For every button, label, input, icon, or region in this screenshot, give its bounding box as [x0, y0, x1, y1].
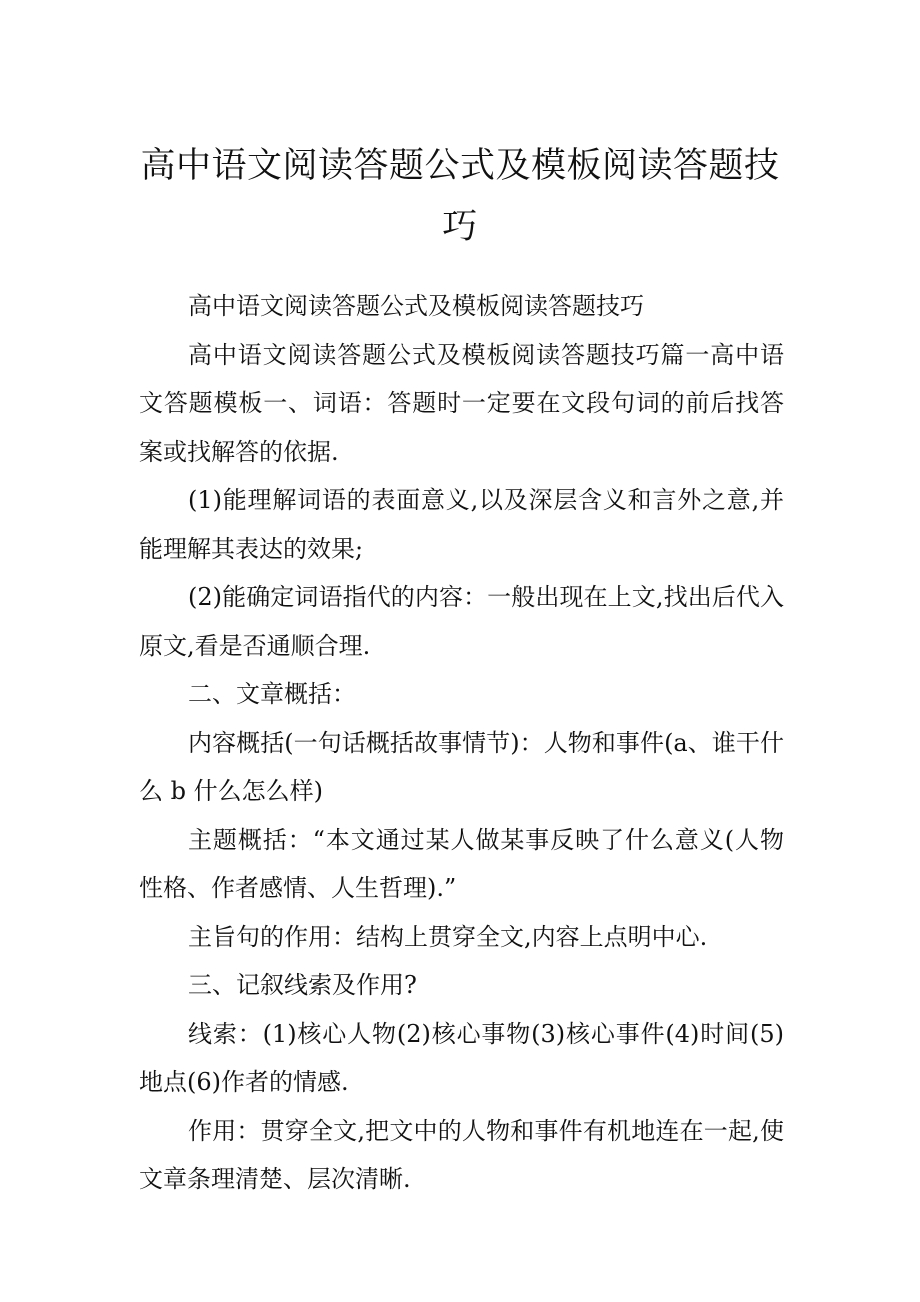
- document-body: [139, 282, 784, 1204]
- paragraph-main-sentence-function: 主旨句的作用：结构上贯穿全文,内容上点明中心.: [188, 922, 708, 951]
- paragraph-theme-summary: 主题概括：“本文通过某人做某事反映了什么意义(人物性格、作者感情、人生哲理).”: [139, 825, 784, 902]
- paragraph-clue-function: 作用：贯穿全文,把文中的人物和事件有机地连在一起,使文章条理清楚、层次清晰.: [139, 1116, 784, 1193]
- paragraph-content-summary: 内容概括(一句话概括故事情节)：人物和事件(a、谁干什么 b 什么怎么样): [139, 728, 784, 805]
- paragraph-vocabulary-point-1: (1)能理解词语的表面意义,以及深层含义和言外之意,并能理解其表达的效果;: [139, 486, 784, 563]
- paragraph-section-clue-heading: 三、记叙线索及作用?: [188, 971, 417, 999]
- paragraph-section-summary-heading: 二、文章概括：: [188, 680, 356, 708]
- paragraph-intro-vocabulary: 高中语文阅读答题公式及模板阅读答题技巧篇一高中语文答题模板一、词语：答题时一定要在文段句词的前后找答案或找解答的依据.: [139, 340, 784, 466]
- paragraph-clue-types: 线索：(1)核心人物(2)核心事物(3)核心事件(4)时间(5)地点(6)作者的情感.: [139, 1019, 784, 1096]
- paragraph-vocabulary-point-2: (2)能确定词语指代的内容：一般出现在上文,找出后代入原文,看是否通顺合理.: [139, 583, 784, 660]
- paragraph-heading-repeat: 高中语文阅读答题公式及模板阅读答题技巧: [188, 292, 644, 320]
- document-title: 高中语文阅读答题公式及模板阅读答题技巧: [140, 146, 780, 247]
